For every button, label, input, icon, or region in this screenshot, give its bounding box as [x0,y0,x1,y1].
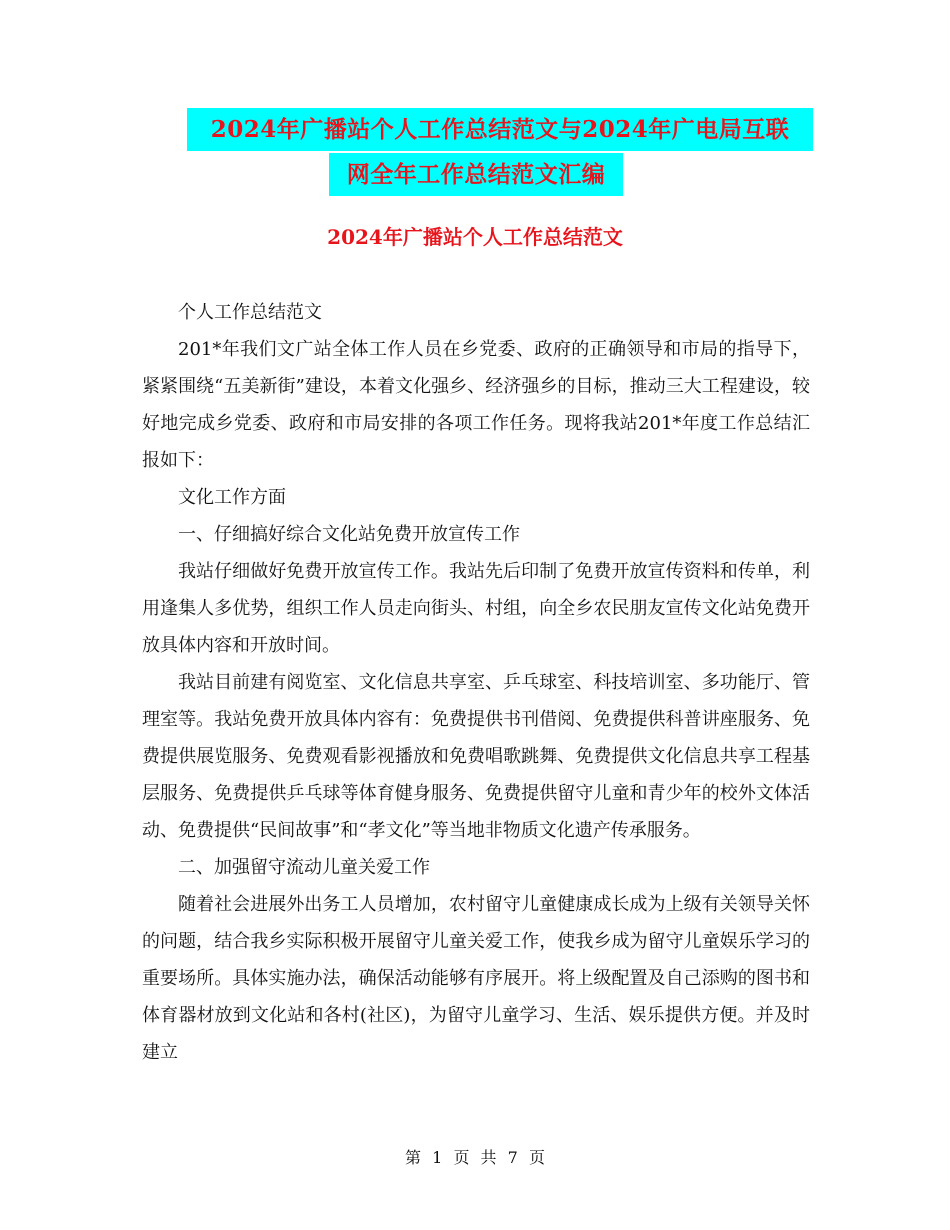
title-line-2: 网全年工作总结范文汇编 [329,153,623,196]
paragraph: 我站目前建有阅览室、文化信息共享室、乒乓球室、科技培训室、多功能厅、管理室等。我站免费开放具体内容有：免费提供书刊借阅、免费提供科普讲座服务、免费提供展览服务、免费观看影视播放和免费唱歌跳舞、免费提供文化信息共享工程基层服务、免费提供乒乓球等体育健身服务、免费提供留守儿童和青少年的校外文体活动、免费提供“民间故事”和“孝文化”等当地非物质文化遗产传承服务。 [142,672,810,841]
title-line-1: 2024年广播站个人工作总结范文与2024年广电局互联 [187,108,813,151]
paragraph: 一、仔细搞好综合文化站免费开放宣传工作 [178,524,520,545]
paragraph: 我站仔细做好免费开放宣传工作。我站先后印制了免费开放宣传资料和传单，利用逢集人多优势，组织工作人员走向街头、村组，向全乡农民朋友宣传文化站免费开放具体内容和开放时间。 [142,561,810,656]
paragraph: 个人工作总结范文 [178,302,322,323]
footer-word: 页 [453,1148,470,1167]
document-body [142,294,810,1071]
page-total: 7 [507,1148,518,1167]
paragraph: 随着社会进展外出务工人员增加，农村留守儿童健康成长成为上级有关领导关怀的问题，结合我乡实际积极开展留守儿童关爱工作，使我乡成为留守儿童娱乐学习的重要场所。具体实施办法，确保活动能够有序展开。将上级配置及自己添购的图书和体育器材放到文化站和各村(社区)，为留守儿童学习、生活、娱乐提供方便。并及时建立 [142,894,810,1063]
paragraph: 文化工作方面 [178,487,286,508]
page-number: 1 [432,1148,443,1167]
footer-word: 页 [528,1148,545,1167]
paragraph: 二、加强留守流动儿童关爱工作 [178,857,430,878]
page-footer [0,1146,950,1170]
section-heading: 2024年广播站个人工作总结范文 [327,225,623,249]
footer-word: 第 [405,1148,422,1167]
footer-word: 共 [480,1148,497,1167]
paragraph: 201*年我们文广站全体工作人员在乡党委、政府的正确领导和市局的指导下，紧紧围绕“五美新街”建设，本着文化强乡、经济强乡的目标，推动三大工程建设，较好地完成乡党委、政府和市局安排的各项工作任务。现将我站201*年度工作总结汇报如下： [142,339,810,471]
